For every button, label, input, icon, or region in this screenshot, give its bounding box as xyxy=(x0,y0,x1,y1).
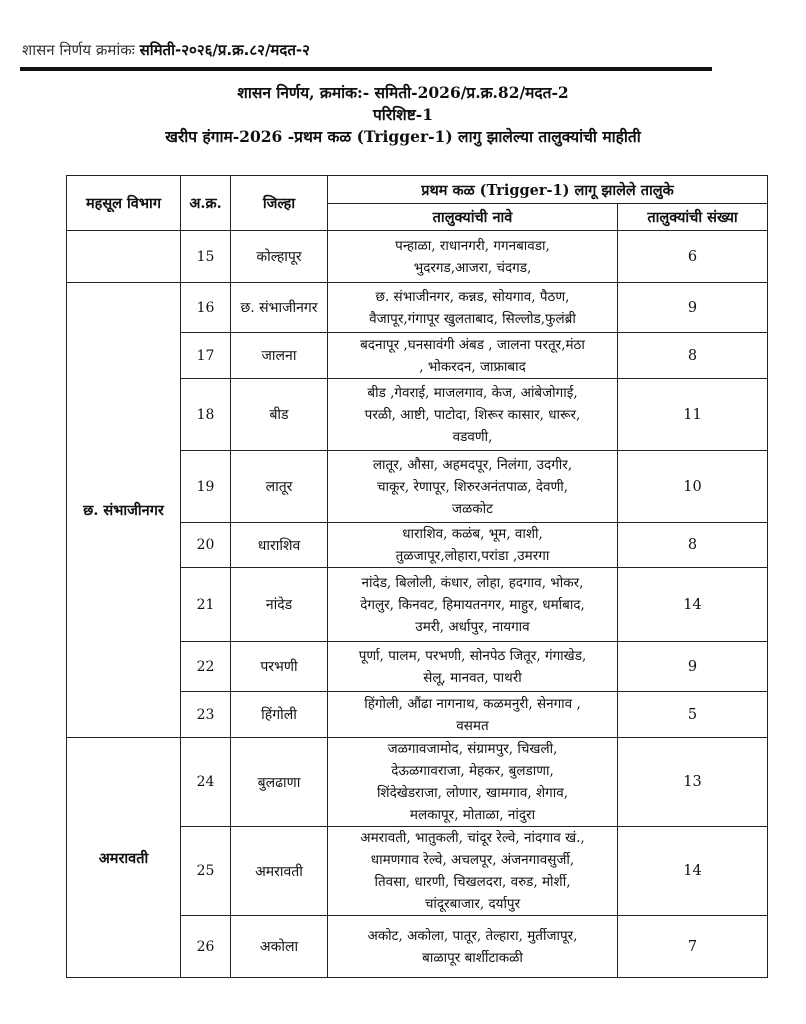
serial-cell: 22 xyxy=(181,642,231,692)
taluka-names-cell xyxy=(328,231,618,283)
district-cell: लातूर xyxy=(231,451,328,523)
division-cell xyxy=(67,231,181,283)
district-cell: नांदेड xyxy=(231,568,328,642)
title-block xyxy=(0,82,806,148)
district-cell: बीड xyxy=(231,379,328,451)
taluka-names-line: हिंगोली, औंढा नागनाथ, कळमनुरी, सेनगाव , xyxy=(364,695,581,712)
serial-cell: 17 xyxy=(181,333,231,379)
taluka-names-line: वसमत xyxy=(456,717,489,734)
taluka-count-cell: 8 xyxy=(618,523,768,568)
serial-cell: 18 xyxy=(181,379,231,451)
district-cell: हिंगोली xyxy=(231,692,328,738)
taluka-names-line: शिंदेखेडराजा, लोणार, खामगाव, शेगाव, xyxy=(376,785,569,801)
taluka-names-line: तिवसा, धारणी, चिखलदरा, वरुड, मोर्शी, xyxy=(374,874,571,890)
serial-cell: 15 xyxy=(181,231,231,283)
taluka-names-line: , भोकरदन, जाफ्राबाद xyxy=(419,358,526,375)
division-cell: छ. संभाजीनगर xyxy=(67,283,181,738)
taluka-count-cell: 11 xyxy=(618,379,768,451)
taluka-count-cell: 14 xyxy=(618,827,768,916)
serial-cell: 19 xyxy=(181,451,231,523)
taluka-names-line: चाकूर, रेणापूर, शिरुरअनंतपाळ, देवणी, xyxy=(376,478,569,495)
serial-cell: 16 xyxy=(181,283,231,333)
header-rule xyxy=(20,67,712,71)
taluka-names-line: वैजापूर,गंगापूर खुलताबाद, सिल्लोड,फुलंब्री xyxy=(369,310,576,327)
taluka-names-line: बाळापूर बार्शीटाकळी xyxy=(422,949,523,966)
taluka-names-line: लातूर, औसा, अहमदपूर, निलंगा, उदगीर, xyxy=(372,456,573,473)
taluka-names-line: तुळजापूर,लोहारा,परांडा ,उमरगा xyxy=(395,548,550,564)
taluka-names-line: जळगावजामोद, संग्रामपुर, चिखली, xyxy=(387,741,558,757)
serial-cell: 26 xyxy=(181,916,231,978)
taluka-names-line: देगलुर, किनवट, हिमायतनगर, माहुर, धर्माबाद, xyxy=(360,596,585,613)
taluka-count-cell: 10 xyxy=(618,451,768,523)
header-taluka-names: तालुक्यांची नावे xyxy=(328,204,618,231)
title-subject: खरीप हंगाम-2026 -प्रथम कळ (Trigger-1) लागु झालेल्या तालुक्यांची माहीती xyxy=(165,127,641,146)
taluka-names-cell xyxy=(328,738,618,827)
taluka-names-line: भुदरगड,आजरा, चंदगड, xyxy=(413,259,532,276)
taluka-count-cell: 13 xyxy=(618,738,768,827)
taluka-names-cell xyxy=(328,827,618,916)
header-taluka-count: तालुक्यांची संख्या xyxy=(618,204,768,231)
serial-cell: 23 xyxy=(181,692,231,738)
taluka-names-cell xyxy=(328,451,618,523)
taluka-names-line: धाराशिव, कळंब, भूम, वाशी, xyxy=(402,526,543,542)
taluka-names-line: मलकापूर, मोताळा, नांदुरा xyxy=(409,807,536,823)
taluka-names-cell xyxy=(328,642,618,692)
taluka-names-line: पन्हाळा, राधानगरी, गगनबावडा, xyxy=(395,237,550,254)
taluka-names-line: अमरावती, भातुकली, चांदूर रेल्वे, नांदगाव खं., xyxy=(360,830,585,846)
title-annexure: परिशिष्ट-1 xyxy=(373,105,433,124)
taluka-count-cell: 9 xyxy=(618,642,768,692)
running-header xyxy=(22,40,310,60)
taluka-names-line: अकोट, अकोला, पातूर, तेल्हारा, मुर्तीजापूर, xyxy=(367,927,578,944)
taluka-names-line: जळकोट xyxy=(452,500,493,517)
serial-cell: 25 xyxy=(181,827,231,916)
taluka-names-cell xyxy=(328,568,618,642)
taluka-names-line: चांदूरबाजार, दर्यापुर xyxy=(424,896,521,912)
division-cell: अमरावती xyxy=(67,738,181,978)
taluka-names-line: नांदेड, बिलोली, कंधार, लोहा, हदगाव, भोकर, xyxy=(361,574,584,591)
running-header-number: समिती-२०२६/प्र.क्र.८२/मदत-२ xyxy=(139,41,310,59)
district-cell: अकोला xyxy=(231,916,328,978)
table-row xyxy=(67,231,768,283)
title-gr-number: शासन निर्णय, क्रमांक:- समिती-2026/प्र.क्र.82/मदत-2 xyxy=(237,83,569,102)
district-cell: छ. संभाजीनगर xyxy=(231,283,328,333)
taluka-names-line: परळी, आष्टी, पाटोदा, शिरूर कासार, धारूर, xyxy=(364,406,581,423)
taluka-names-line: सेलू, मानवत, पाथरी xyxy=(423,669,522,686)
taluka-names-cell xyxy=(328,916,618,978)
taluka-names-line: पूर्णा, पालम, परभणी, सोनपेठ जितूर, गंगाखेड, xyxy=(358,647,587,664)
taluka-count-cell: 7 xyxy=(618,916,768,978)
taluka-names-line: देऊळगावराजा, मेहकर, बुलडाणा, xyxy=(391,763,554,779)
district-cell: परभणी xyxy=(231,642,328,692)
taluka-names-cell xyxy=(328,379,618,451)
district-cell: बुलढाणा xyxy=(231,738,328,827)
serial-cell: 21 xyxy=(181,568,231,642)
taluka-count-cell: 5 xyxy=(618,692,768,738)
taluka-names-line: बीड ,गेवराई, माजलगाव, केज, आंबेजोगाई, xyxy=(367,384,578,401)
district-cell: जालना xyxy=(231,333,328,379)
header-serial: अ.क्र. xyxy=(181,176,231,231)
taluka-count-cell: 14 xyxy=(618,568,768,642)
taluka-names-line: उमरी, अर्धापुर, नायगाव xyxy=(415,618,530,635)
taluka-names-cell xyxy=(328,692,618,738)
taluka-names-cell xyxy=(328,333,618,379)
taluka-count-cell: 9 xyxy=(618,283,768,333)
header-division: महसूल विभाग xyxy=(67,176,181,231)
serial-cell: 20 xyxy=(181,523,231,568)
table-row xyxy=(67,283,768,333)
taluka-names-line: धामणगाव रेल्वे, अचलपूर, अंजनगावसुर्जी, xyxy=(370,852,575,868)
serial-cell: 24 xyxy=(181,738,231,827)
taluka-names-cell xyxy=(328,523,618,568)
taluka-count-cell: 6 xyxy=(618,231,768,283)
running-header-label: शासन निर्णय क्रमांकः xyxy=(22,41,135,59)
district-cell: कोल्हापूर xyxy=(231,231,328,283)
taluka-names-line: बदनापूर ,घनसावंगी अंबड , जालना परतूर,मंठा xyxy=(360,336,585,353)
header-district: जिल्हा xyxy=(231,176,328,231)
district-cell: अमरावती xyxy=(231,827,328,916)
header-trigger-group: प्रथम कळ (Trigger-1) लागू झालेले तालुके xyxy=(328,176,768,204)
district-cell: धाराशिव xyxy=(231,523,328,568)
taluka-table xyxy=(66,175,768,978)
taluka-count-cell: 8 xyxy=(618,333,768,379)
taluka-names-line: छ. संभाजीनगर, कन्नड, सोयगाव, पैठण, xyxy=(375,288,570,305)
taluka-names-line: वडवणी, xyxy=(452,428,493,445)
taluka-names-cell xyxy=(328,283,618,333)
table-row xyxy=(67,738,768,827)
